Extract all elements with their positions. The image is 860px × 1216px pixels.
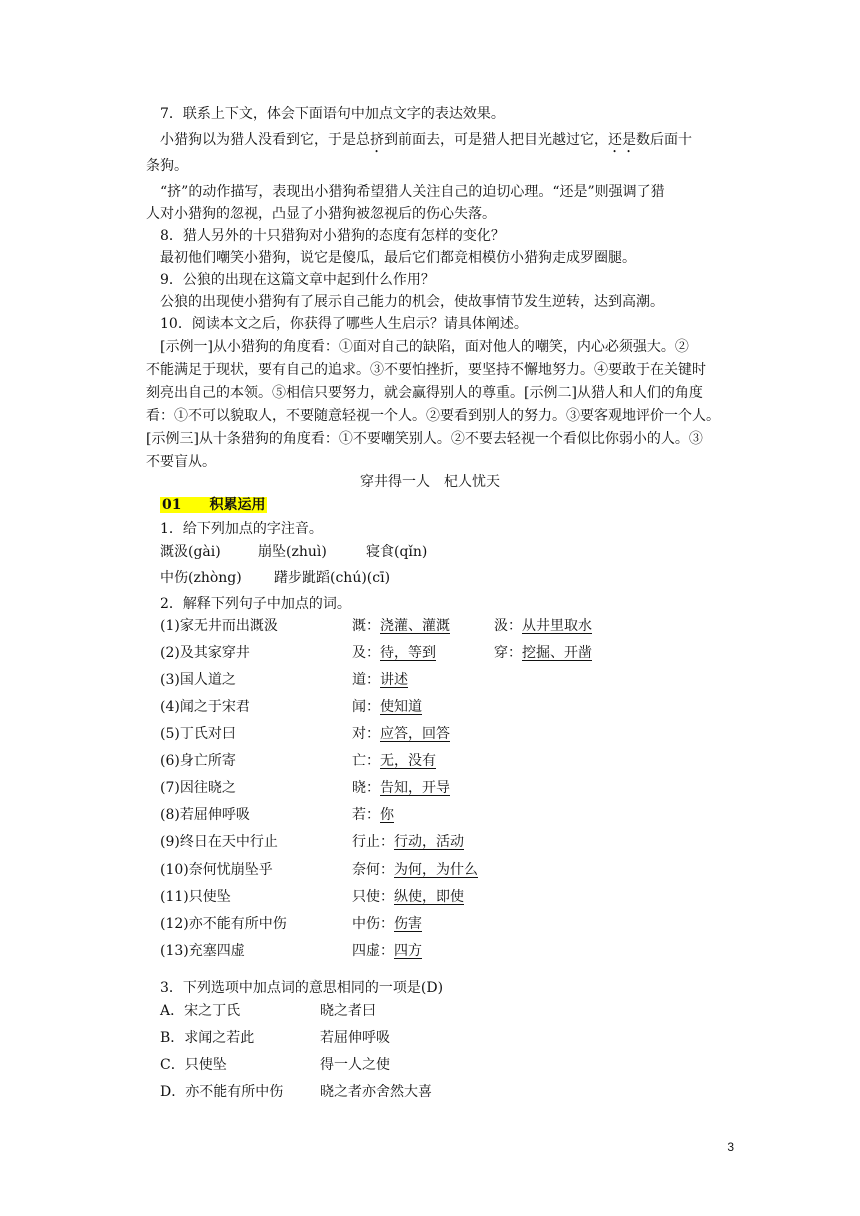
gloss-meaning: 伤害 — [394, 916, 422, 932]
part-1-item-2a: 中伤(zhòng) — [160, 570, 242, 586]
part-1-item-2b: 躇步跐蹈(chú)(cī) — [274, 570, 391, 586]
part-1-item-1b: 崩坠(zhuì) — [258, 544, 327, 560]
question-8-answer: 最初他们嘲笑小猎狗，说它是傻瓜，最后它们都竞相模仿小猎狗走成罗圈腿。 — [160, 250, 636, 266]
gloss-word: 溉： — [352, 618, 380, 634]
gloss-word: 中伤： — [352, 916, 394, 932]
gloss-meaning: 浇灌、灌溉 — [380, 618, 450, 634]
gloss-word: 对： — [352, 726, 380, 742]
quote-text-a: 小猎狗以为猎人没看到它，于是总 — [160, 132, 370, 148]
part-1-title: 1．给下列加点的字注音。 — [160, 521, 323, 537]
part-2-row-gloss — [352, 914, 422, 934]
part-2-row-gloss-2 — [494, 616, 592, 636]
part-2-row-sentence: (2)及其家穿井 — [160, 645, 250, 661]
part-2-row-gloss-2 — [494, 643, 592, 663]
gloss-meaning: 为何，为什么 — [394, 862, 478, 878]
part-2-row-gloss — [352, 643, 436, 663]
part-2-row-gloss — [352, 778, 450, 798]
part-2-row-gloss — [352, 751, 436, 771]
part-3-option-a: A．宋之丁氏 — [160, 1003, 241, 1019]
quote-dotted-word-1: 挤 — [370, 132, 384, 148]
quote-dotted-word-2: 还是 — [608, 132, 636, 148]
part-2-row-sentence: (1)家无井而出溉汲 — [160, 618, 278, 634]
part-2-row-sentence: (7)因往晓之 — [160, 780, 236, 796]
part-2-row-gloss — [352, 805, 394, 825]
gloss-word-2: 穿： — [494, 645, 522, 661]
part-2-row-gloss — [352, 697, 422, 717]
gloss-word: 四虚： — [352, 943, 394, 959]
part-2-row-gloss — [352, 670, 408, 690]
question-7-title: 7．联系上下文，体会下面语句中加点文字的表达效果。 — [160, 106, 505, 122]
part-2-row-sentence: (10)奈何忧崩坠乎 — [160, 862, 273, 878]
question-10-answer-line4: 看：①不可以貌取人，不要随意轻视一个人。②要看到别人的努力。③要客观地评价一个人。 — [146, 408, 720, 424]
part-2-row-gloss — [352, 941, 422, 961]
part-2-row-sentence: (3)国人道之 — [160, 672, 236, 688]
part-3-option-b: 得一人之使 — [320, 1057, 390, 1073]
part-2-row-sentence: (11)只使坠 — [160, 889, 231, 905]
gloss-meaning: 待，等到 — [380, 645, 436, 661]
gloss-meaning: 应答，回答 — [380, 726, 450, 742]
gloss-word: 及： — [352, 645, 380, 661]
gloss-meaning-2: 从井里取水 — [522, 618, 592, 634]
gloss-meaning: 纵使，即使 — [394, 889, 464, 905]
question-7-quote-line1 — [160, 130, 692, 156]
gloss-word: 闻： — [352, 699, 380, 715]
part-2-row-sentence: (13)充塞四虚 — [160, 943, 245, 959]
question-7-quote-line2: 条狗。 — [146, 158, 188, 174]
part-3-title: 3．下列选项中加点词的意思相同的一项是(D) — [160, 980, 444, 996]
question-10-answer-line3: 刻亮出自己的本领。⑤相信只要努力，就会赢得别人的尊重。[示例二]从猎人和人们的角度 — [146, 385, 703, 401]
part-2-title: 2．解释下列句子中加点的词。 — [160, 596, 351, 612]
part-2-row-sentence: (4)闻之于宋君 — [160, 699, 250, 715]
part-2-row-gloss — [352, 860, 478, 880]
gloss-word: 晓： — [352, 780, 380, 796]
question-10-answer-line1: [示例一]从小猎狗的角度看：①面对自己的缺陷，面对他人的嘲笑，内心必须强大。② — [160, 339, 689, 355]
question-10-answer-line2: 不能满足于现状，要有自己的追求。③不要怕挫折，要坚持不懈地努力。④要敢于在关键时 — [146, 362, 706, 378]
page-number: 3 — [727, 1140, 734, 1154]
part-3-option-b: 晓之者亦舍然大喜 — [320, 1084, 432, 1100]
part-3-option-a: B．求闻之若此 — [160, 1030, 255, 1046]
gloss-meaning: 四方 — [394, 943, 422, 959]
gloss-word: 奈何： — [352, 862, 394, 878]
part-3-option-b: 若屈伸呼吸 — [320, 1030, 390, 1046]
quote-text-c: 数后面十 — [636, 132, 692, 148]
question-8-title: 8．猎人另外的十只猎狗对小猎狗的态度有怎样的变化？ — [160, 228, 505, 244]
part-2-row-sentence: (5)丁氏对曰 — [160, 726, 236, 742]
part-3-option-a: C．只使坠 — [160, 1057, 227, 1073]
part-2-row-sentence: (6)身亡所寄 — [160, 753, 236, 769]
part-2-row-sentence: (8)若屈伸呼吸 — [160, 807, 250, 823]
question-10-answer-line5: [示例三]从十条猎狗的角度看：①不要嘲笑别人。②不要去轻视一个看似比你弱小的人。③ — [146, 431, 703, 447]
gloss-meaning: 无，没有 — [380, 753, 436, 769]
part-2-row-gloss — [352, 724, 450, 744]
gloss-word: 行止： — [352, 834, 394, 850]
section-label-highlight: 01 积累运用 — [162, 497, 266, 513]
gloss-word-2: 汲： — [494, 618, 522, 634]
part-2-row-gloss — [352, 616, 450, 636]
part-2-row-sentence: (9)终日在天中行止 — [160, 834, 278, 850]
gloss-word: 若： — [352, 807, 380, 823]
gloss-meaning: 告知，开导 — [380, 780, 450, 796]
question-10-title: 10．阅读本文之后，你获得了哪些人生启示？请具体阐述。 — [160, 316, 528, 332]
question-10-answer-line6: 不要盲从。 — [146, 454, 216, 470]
gloss-word: 亡： — [352, 753, 380, 769]
section-title: 穿井得一人 杞人忧天 — [360, 474, 500, 490]
part-1-item-1c: 寝食(qǐn) — [366, 544, 428, 560]
quote-text-b: 到前面去，可是猎人把目光越过它， — [384, 132, 608, 148]
question-7-answer-line2: 人对小猎狗的忽视，凸显了小猎狗被忽视后的伤心失落。 — [146, 206, 496, 222]
part-2-row-gloss — [352, 887, 464, 907]
gloss-meaning: 你 — [380, 807, 394, 823]
question-9-title: 9．公狼的出现在这篇文章中起到什么作用？ — [160, 272, 435, 288]
question-7-answer-line1: “挤”的动作描写，表现出小猎狗希望猎人关注自己的迫切心理。“还是”则强调了猎 — [160, 184, 665, 200]
gloss-meaning: 使知道 — [380, 699, 422, 715]
gloss-meaning: 讲述 — [380, 672, 408, 688]
part-3-option-a: D．亦不能有所中伤 — [160, 1084, 284, 1100]
part-2-row-sentence: (12)亦不能有所中伤 — [160, 916, 287, 932]
question-9-answer: 公狼的出现使小猎狗有了展示自己能力的机会，使故事情节发生逆转，达到高潮。 — [160, 294, 664, 310]
part-3-option-b: 晓之者曰 — [320, 1003, 376, 1019]
section-label — [160, 495, 267, 515]
gloss-meaning: 行动，活动 — [394, 834, 464, 850]
part-1-item-1a: 溉汲(gài) — [160, 544, 221, 560]
gloss-meaning-2: 挖掘、开凿 — [522, 645, 592, 661]
part-2-row-gloss — [352, 832, 464, 852]
gloss-word: 只使： — [352, 889, 394, 905]
gloss-word: 道： — [352, 672, 380, 688]
